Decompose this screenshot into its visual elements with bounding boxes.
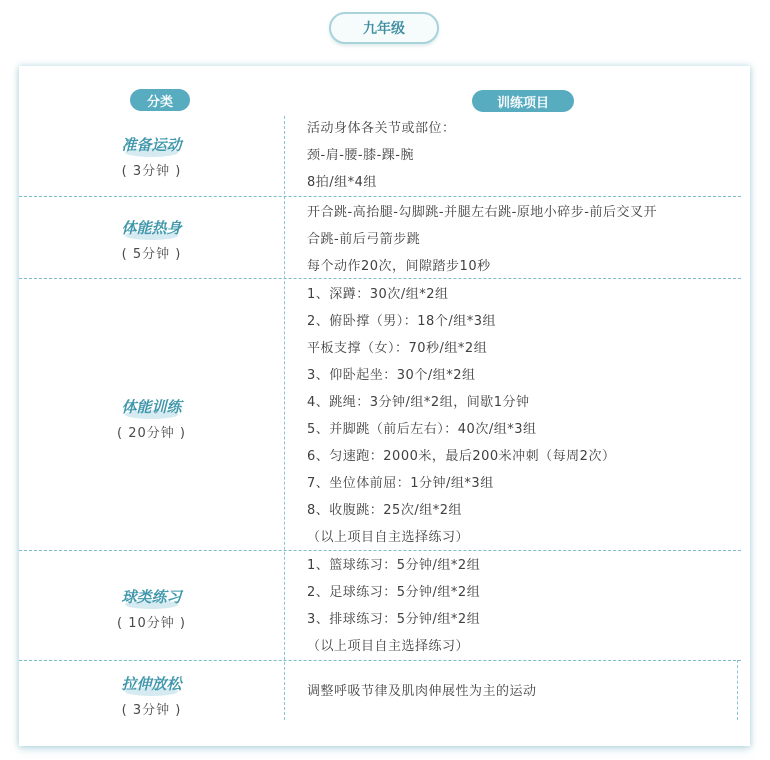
training-item-line: （以上项目自主选择练习） <box>307 530 470 545</box>
section-fitness-training-items <box>307 281 737 551</box>
training-item-line: 颈-肩-腰-膝-踝-腕 <box>307 148 414 163</box>
grade-title: 九年级 <box>329 12 439 44</box>
training-item-line: 调整呼吸节律及肌肉伸展性为主的运动 <box>307 684 537 699</box>
category-duration: ( 20分钟 ) <box>117 426 186 441</box>
section-fitness-warmup-items <box>307 199 737 280</box>
section-warmup-items <box>307 115 737 196</box>
training-item-line: 3、仰卧起坐：30个/组*2组 <box>307 368 476 383</box>
category-name: 拉伸放松 <box>117 673 185 694</box>
training-item-line: 合跳-前后弓箭步跳 <box>307 232 421 247</box>
training-items-header: 训练项目 <box>472 90 574 112</box>
training-item-line: 3、排球练习：5分钟/组*2组 <box>307 612 481 627</box>
section-stretch-category <box>19 673 284 718</box>
training-item-line: 每个动作20次，间隙踏步10秒 <box>307 259 491 274</box>
category-name: 体能训练 <box>117 396 185 417</box>
category-duration: ( 3分钟 ) <box>121 164 182 179</box>
category-header: 分类 <box>130 89 190 111</box>
row-divider <box>19 196 741 197</box>
training-item-line: 8拍/组*4组 <box>307 175 377 190</box>
training-item-line: （以上项目自主选择练习） <box>307 639 470 654</box>
training-item-line: 8、收腹跳：25次/组*2组 <box>307 503 462 518</box>
training-item-line: 7、坐位体前屈：1分钟/组*3组 <box>307 476 494 491</box>
column-divider <box>284 116 285 720</box>
category-duration: ( 5分钟 ) <box>121 247 182 262</box>
training-item-line: 1、篮球练习：5分钟/组*2组 <box>307 558 481 573</box>
section-warmup-category <box>19 134 284 179</box>
section-ball-practice-items <box>307 552 737 660</box>
section-fitness-training-category <box>19 396 284 441</box>
training-item-line: 2、俯卧撑（男）：18个/组*3组 <box>307 314 496 329</box>
section-fitness-warmup-category <box>19 217 284 262</box>
training-item-line: 开合跳-高抬腿-勾脚跳-并腿左右跳-原地小碎步-前后交叉开 <box>307 205 657 220</box>
training-item-line: 1、深蹲：30次/组*2组 <box>307 287 449 302</box>
training-item-line: 4、跳绳：3分钟/组*2组，间歇1分钟 <box>307 395 530 410</box>
training-item-line: 平板支撑（女）：70秒/组*2组 <box>307 341 488 356</box>
category-duration: ( 10分钟 ) <box>117 616 186 631</box>
training-table-card <box>19 66 750 746</box>
training-item-line: 活动身体各关节或部位： <box>307 121 456 136</box>
category-name: 体能热身 <box>117 217 185 238</box>
category-duration: ( 3分钟 ) <box>121 703 182 718</box>
section-stretch-items <box>307 678 737 705</box>
training-item-line: 2、足球练习：5分钟/组*2组 <box>307 585 481 600</box>
row-divider <box>19 660 741 661</box>
right-edge-divider <box>737 660 738 720</box>
section-ball-practice-category <box>19 586 284 631</box>
training-item-line: 6、匀速跑：2000米，最后200米冲刺（每周2次） <box>307 449 616 464</box>
training-item-line: 5、并脚跳（前后左右）：40次/组*3组 <box>307 422 537 437</box>
category-name: 准备运动 <box>117 134 185 155</box>
category-name: 球类练习 <box>117 586 185 607</box>
